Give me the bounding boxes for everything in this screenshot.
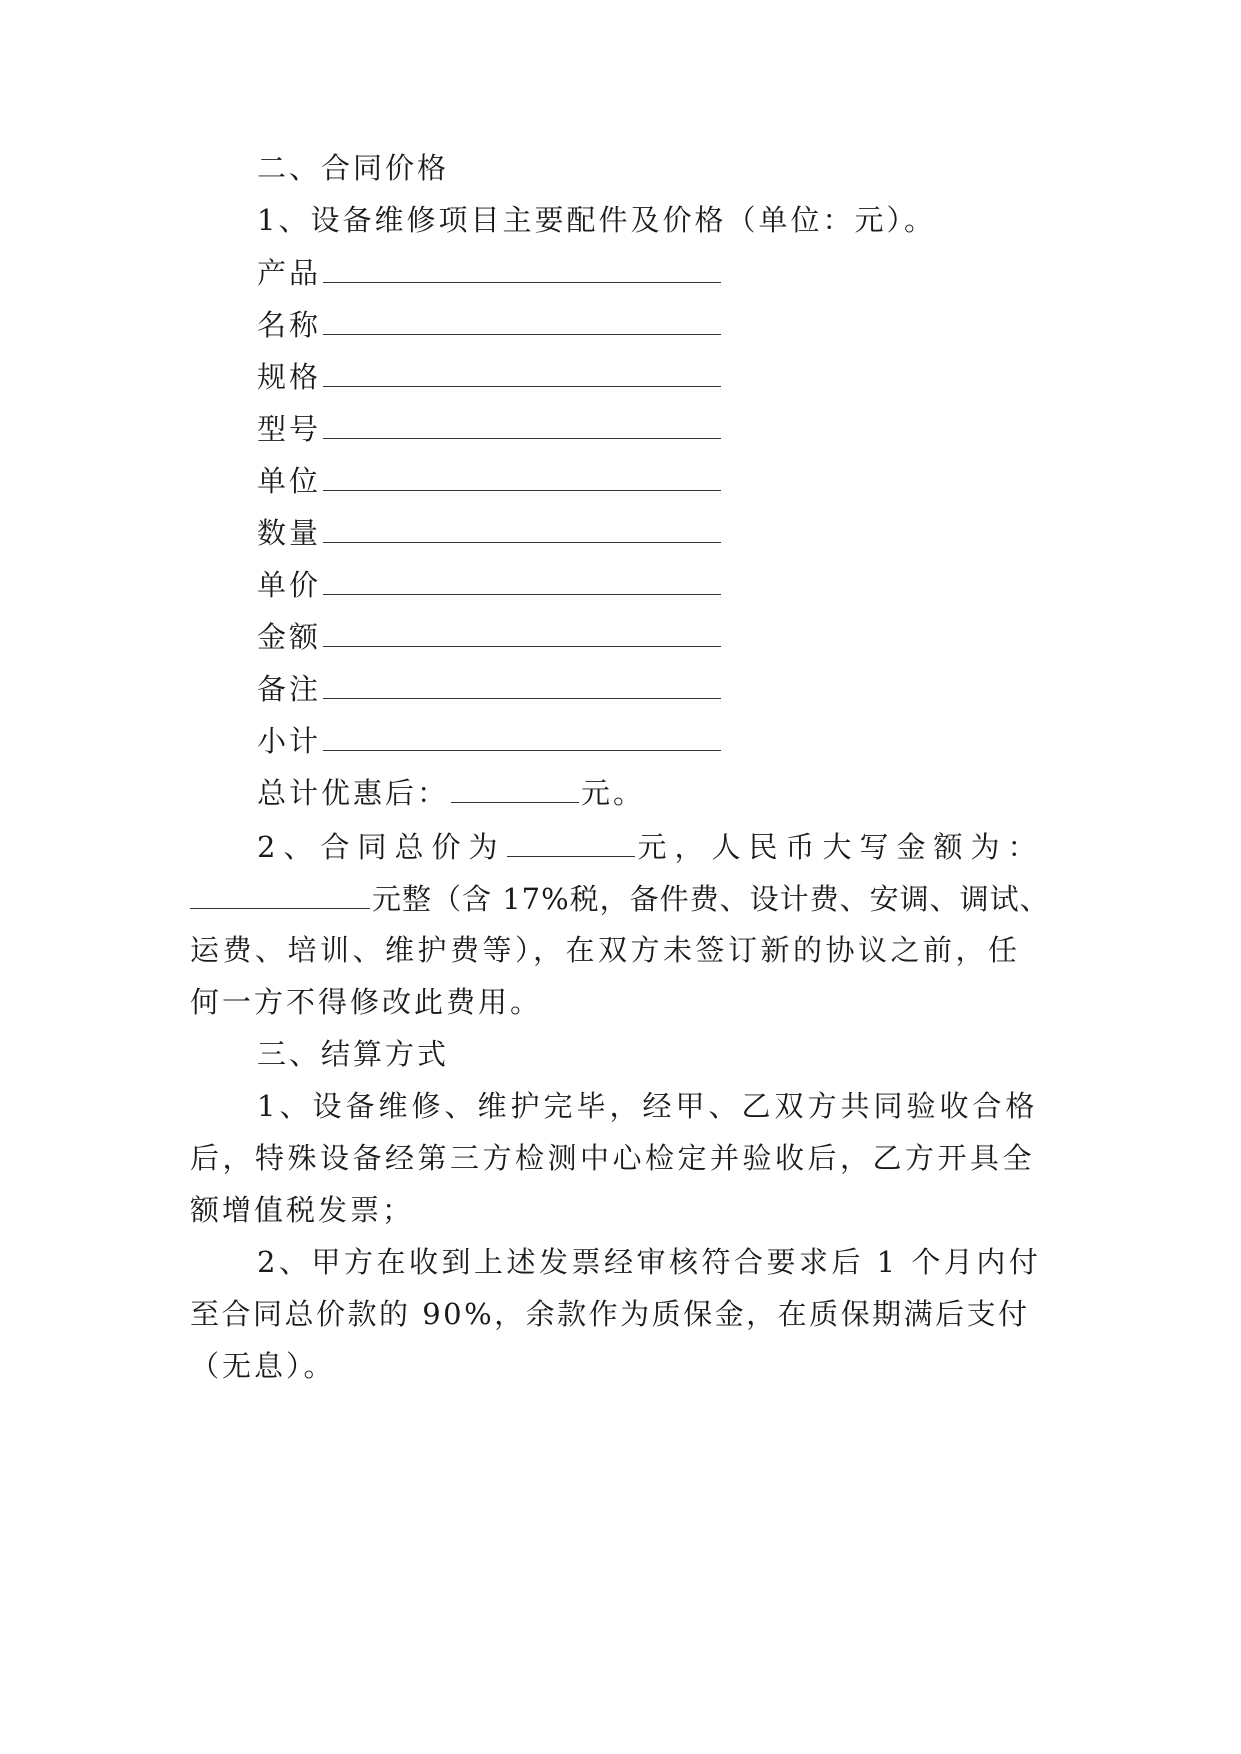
- field-label: 单价: [257, 568, 322, 602]
- total-line: [257, 772, 645, 813]
- section3-p2-line3: （无息）。: [190, 1349, 336, 1383]
- field-line: [257, 252, 723, 293]
- section3-p1-line1: 1、设备维修、维护完毕，经甲、乙双方共同验收合格: [257, 1089, 1039, 1123]
- total-unit: 元。: [581, 776, 646, 810]
- item2-line1: [257, 826, 1050, 867]
- field-line: [257, 304, 723, 345]
- field-line: [257, 668, 723, 709]
- item2-prefix: 2、合同总价为: [257, 830, 506, 864]
- field-line: [257, 408, 723, 449]
- item2-line2-text: 元整（含 17%税，备件费、设计费、安调、调试、: [372, 882, 1050, 916]
- field-label: 小计: [257, 724, 322, 758]
- field-line: [257, 512, 723, 553]
- item2-suffix: 元，人民币大写金额为：: [637, 830, 1045, 864]
- field-blank: [323, 252, 721, 283]
- section3-p2-line2: 至合同总价款的 90%，余款作为质保金，在质保期满后支付: [190, 1297, 1030, 1331]
- field-blank: [323, 304, 721, 335]
- field-label: 规格: [257, 360, 322, 394]
- total-blank: [451, 772, 579, 803]
- field-blank: [323, 460, 721, 491]
- field-label: 备注: [257, 672, 322, 706]
- section2-heading: 二、合同价格: [257, 151, 450, 185]
- section3-p1-line3: 额增值税发票；: [190, 1193, 415, 1227]
- section2-item1: 1、设备维修项目主要配件及价格（单位：元）。: [257, 203, 936, 237]
- item2-line2: [190, 878, 1050, 919]
- field-label: 名称: [257, 308, 322, 342]
- field-blank: [323, 356, 721, 387]
- section3-p2-line1: 2、甲方在收到上述发票经审核符合要求后 1 个月内付: [257, 1245, 1042, 1279]
- field-blank: [323, 616, 721, 647]
- item2-line3: 运费、培训、维护费等），在双方未签订新的协议之前，任: [190, 933, 1021, 967]
- field-blank: [323, 408, 721, 439]
- contract-total-blank: [507, 826, 635, 857]
- field-line: [257, 616, 723, 657]
- field-blank: [323, 564, 721, 595]
- section3-p1-line2: 后，特殊设备经第三方检测中心检定并验收后，乙方开具全: [190, 1141, 1036, 1175]
- field-line: [257, 356, 723, 397]
- field-label: 金额: [257, 620, 322, 654]
- field-label: 产品: [257, 256, 322, 290]
- total-label: 总计优惠后：: [257, 776, 450, 810]
- field-label: 单位: [257, 464, 322, 498]
- field-line: [257, 460, 723, 501]
- field-blank: [323, 668, 721, 699]
- field-label: 型号: [257, 412, 322, 446]
- field-label: 数量: [257, 516, 322, 550]
- item2-line4: 何一方不得修改此费用。: [190, 985, 543, 1019]
- field-line: [257, 564, 723, 605]
- field-blank: [323, 720, 721, 751]
- amount-words-blank: [190, 878, 370, 909]
- field-line: [257, 720, 723, 761]
- section3-heading: 三、结算方式: [257, 1037, 450, 1071]
- field-blank: [323, 512, 721, 543]
